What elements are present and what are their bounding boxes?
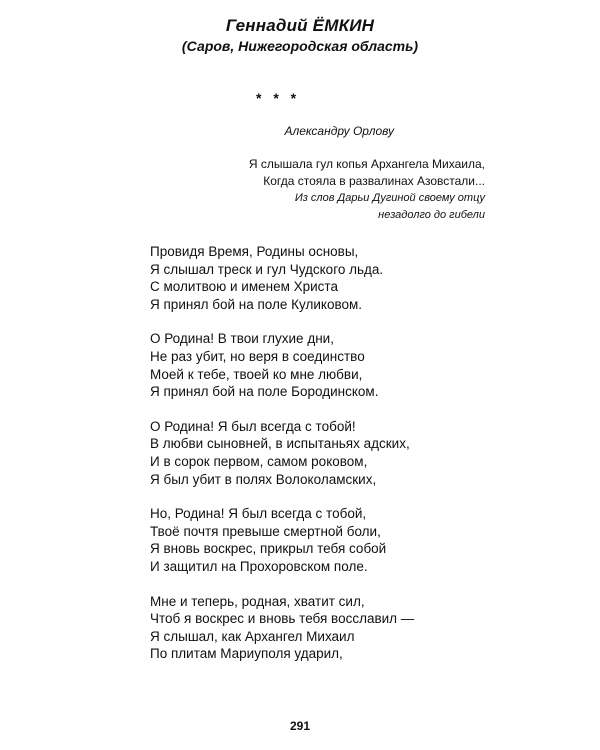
poem-line: О Родина! Я был всегда с тобой! xyxy=(150,418,356,434)
poem-line: Я слышал треск и гул Чудского льда. xyxy=(150,261,384,277)
poem-line: Чтоб я воскрес и вновь тебя восславил — xyxy=(150,611,415,627)
poem-line: Я принял бой на поле Куликовом. xyxy=(150,296,363,312)
poem-line: О Родина! В твои глухие дни, xyxy=(150,331,334,347)
epigraph-source: Из слов Дарьи Дугиной своему отцу xyxy=(294,192,485,204)
epigraph xyxy=(200,156,485,224)
poem-line: С молитвою и именем Христа xyxy=(150,279,338,295)
poem-line: Я принял бой на поле Бородинском. xyxy=(150,384,379,400)
poem-line: И защитил на Прохоровском поле. xyxy=(150,558,368,574)
epigraph-source: незадолго до гибели xyxy=(378,209,485,221)
poem-line: Моей к тебе, твоей ко мне любви, xyxy=(150,366,363,382)
poem-line: Но, Родина! Я был всегда с тобой, xyxy=(150,506,367,522)
poem-line: Я слышал, как Архангел Михаил xyxy=(150,628,355,644)
poem-line: Я был убит в полях Волоколамских, xyxy=(150,471,377,487)
poem-line: И в сорок первом, самом роковом, xyxy=(150,453,368,469)
poem-stanza xyxy=(150,243,414,313)
poem-line: Не раз убит, но веря в соединство xyxy=(150,348,365,364)
poem-stanza xyxy=(150,418,414,488)
epigraph-line: Я слышала гул копья Архангела Михаила, xyxy=(248,157,485,171)
section-separator: * * * xyxy=(256,90,301,106)
poem-stanza xyxy=(150,593,414,663)
poem-line: Я вновь воскрес, прикрыл тебя собой xyxy=(150,541,387,557)
page-number: 291 xyxy=(289,719,311,733)
poem-stanza xyxy=(150,330,414,400)
author-name: Геннадий ЁМКИН xyxy=(225,16,375,35)
poem-line: Провидя Время, Родины основы, xyxy=(150,244,359,259)
poem-line: Твоё почтя превыше смертной боли, xyxy=(150,523,381,539)
poem-stanza xyxy=(150,505,414,575)
epigraph-line: Когда стояла в развалинах Азовстали... xyxy=(263,174,485,188)
poem-line: Мне и теперь, родная, хватит сил, xyxy=(150,593,365,609)
poem-line: В любви сыновней, в испытаньях адских, xyxy=(150,436,410,452)
author-location: (Саров, Нижегородская область) xyxy=(181,38,419,54)
dedication: Александру Орлову xyxy=(284,124,394,138)
poem-line: По плитам Мариуполя ударил, xyxy=(150,646,343,662)
poem-body xyxy=(150,243,414,680)
